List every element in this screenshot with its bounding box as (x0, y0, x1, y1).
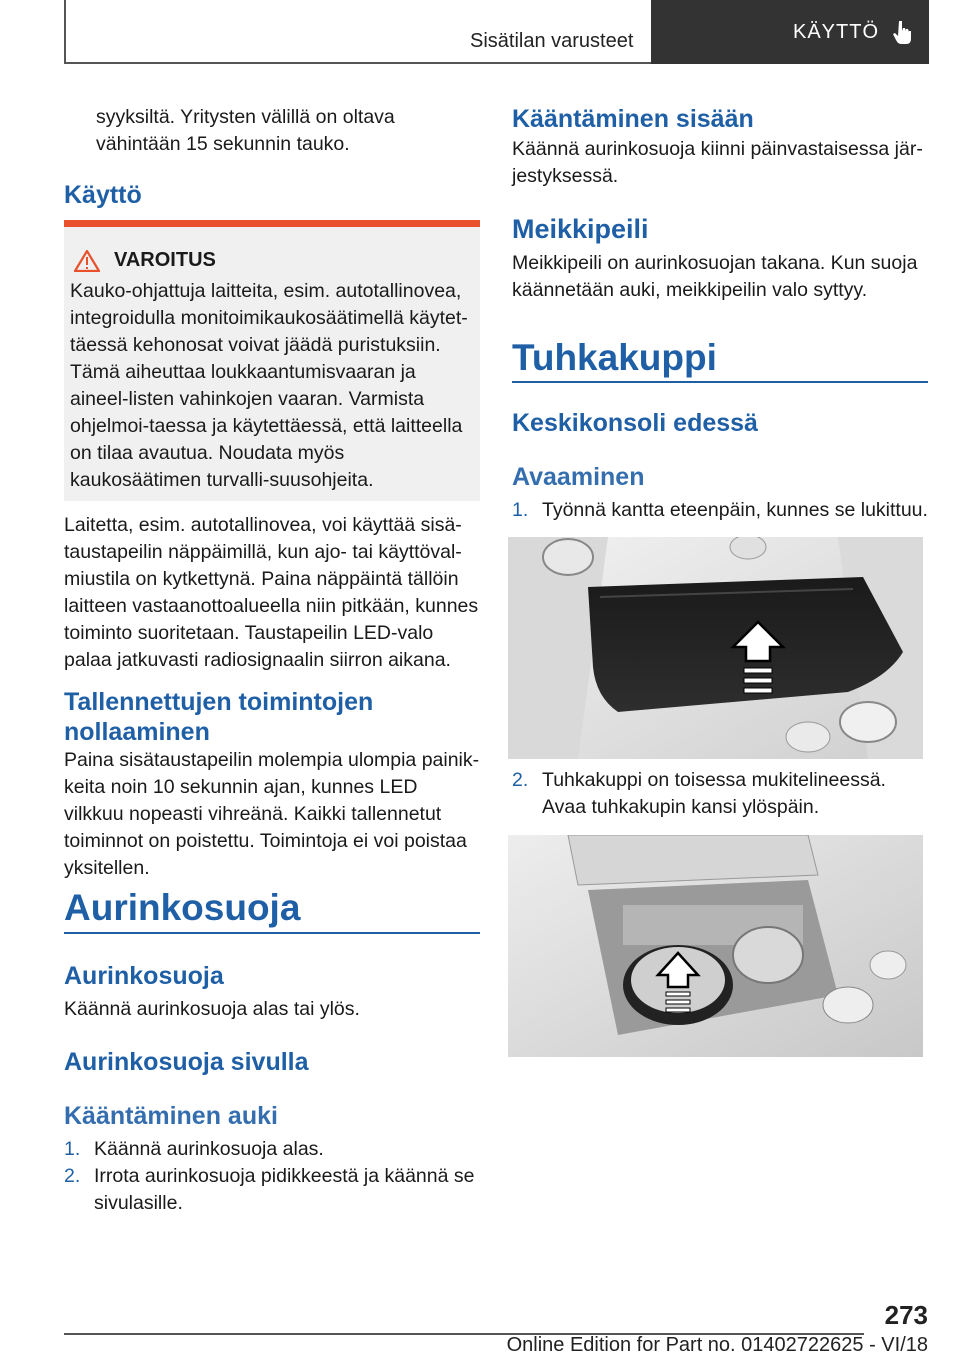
ashtray-image (508, 835, 923, 1057)
kaytto-heading: Käyttö (64, 181, 142, 209)
sunvisor-text: Käännä aurinkosuoja alas tai ylös. (64, 998, 360, 1020)
open-step-2 (512, 767, 928, 821)
list-item (512, 767, 928, 821)
step-number: 1. (64, 1138, 81, 1160)
list-item (512, 497, 928, 524)
intro-text: syyksiltä. Yritysten välillä on oltava vähintään 15 sekunnin tauko. (96, 106, 395, 155)
mirror-heading: Meikkipeili (512, 214, 649, 244)
sunvisor-chapter: Aurinkosuoja (64, 887, 301, 928)
console-heading: Keskikonsoli edessä (512, 409, 758, 437)
warning-title: VAROITUS (114, 249, 216, 271)
console-lid-image (508, 537, 923, 759)
unfold-steps (64, 1136, 480, 1217)
edition-label: Online Edition for Part no. 01402722625 - VI/18 (506, 1334, 928, 1356)
chapter-tab[interactable] (651, 0, 929, 64)
side-heading: Aurinkosuoja sivulla (64, 1048, 309, 1076)
list-item (64, 1136, 480, 1163)
open-heading: Avaaminen (512, 463, 645, 491)
sunvisor-rule (64, 932, 480, 934)
step-text: Työnnä kantta eteenpäin, kunnes se lukittuu. (542, 499, 928, 521)
chapter-tab-label: KÄYTTÖ (792, 20, 879, 43)
step-number: 2. (64, 1165, 81, 1187)
list-item (64, 1163, 480, 1217)
ashtray-rule (512, 381, 928, 383)
sunvisor-heading: Aurinkosuoja (64, 962, 224, 990)
mirror-text: Meikkipeili on aurinkosuojan takana. Kun suoja käännetään auki, meikkipeilin valo syttyy. (512, 252, 918, 301)
warning-header (64, 227, 480, 272)
fold-heading: Kääntäminen sisään (512, 105, 754, 133)
warning-triangle-icon (74, 250, 100, 272)
step-text: Tuhkakuppi on toisessa mukitelineessä. Avaa tuhkakupin kansi ylöspäin. (542, 769, 886, 818)
paragraph-remote: Laitetta, esim. autotallinovea, voi käyttää sisä-taustapeilin näppäimillä, kun ajo- tai käyttöval-miustila on kytkettynä. Paina näppäintä tällöin laitteen vastaanottoalueella niin pitkään, kunnes toiminto suoritetaan. Taustapeilin LED-valo palaa jatkuvasti radiosignaalin siirron aikana. (64, 514, 479, 671)
warning-text: Kauko-ohjattuja laitteita, esim. autotallinovea, integroidulla monitoimikaukosäätimellä käytet-täessä kehonosat voivat jäädä puristuksiin. Tämä aiheuttaa loukkaantumisvaaran ja aineel-listen vahinkojen vaaran. Varmista ohjelmoi-taessa ja käytettäessä, että laitteella on tilaa avautua. Noudata myös kaukosäätimen turvalli-suusohjeita. (70, 280, 468, 491)
pointing-hand-icon (891, 19, 915, 45)
reset-heading: Tallennettujen toimintojen nollaaminen (64, 688, 374, 746)
step-text: Irrota aurinkosuoja pidikkeestä ja käännä se sivulasille. (94, 1165, 475, 1214)
warning-rule (64, 220, 480, 227)
section-title: Sisätilan varusteet (470, 30, 634, 52)
ashtray-chapter: Tuhkakuppi (512, 337, 717, 378)
step-text: Käännä aurinkosuoja alas. (94, 1138, 324, 1160)
unfold-heading: Kääntäminen auki (64, 1102, 278, 1130)
open-step-1 (512, 497, 928, 524)
step-number: 1. (512, 499, 529, 521)
step-number: 2. (512, 769, 529, 791)
fold-text: Käännä aurinkosuoja kiinni päinvastaisessa jär-jestyksessä. (512, 138, 923, 187)
reset-text: Paina sisätaustapeilin molempia ulompia painik-keita noin 10 sekunnin ajan, kunnes LED vilkkuu nopeasti vihreänä. Kaikki tallennetut toiminnot on poistettu. Toimintoja ei voi poistaa yksitellen. (64, 749, 480, 879)
page-number: 273 (884, 1300, 928, 1330)
warning-box (64, 227, 480, 501)
